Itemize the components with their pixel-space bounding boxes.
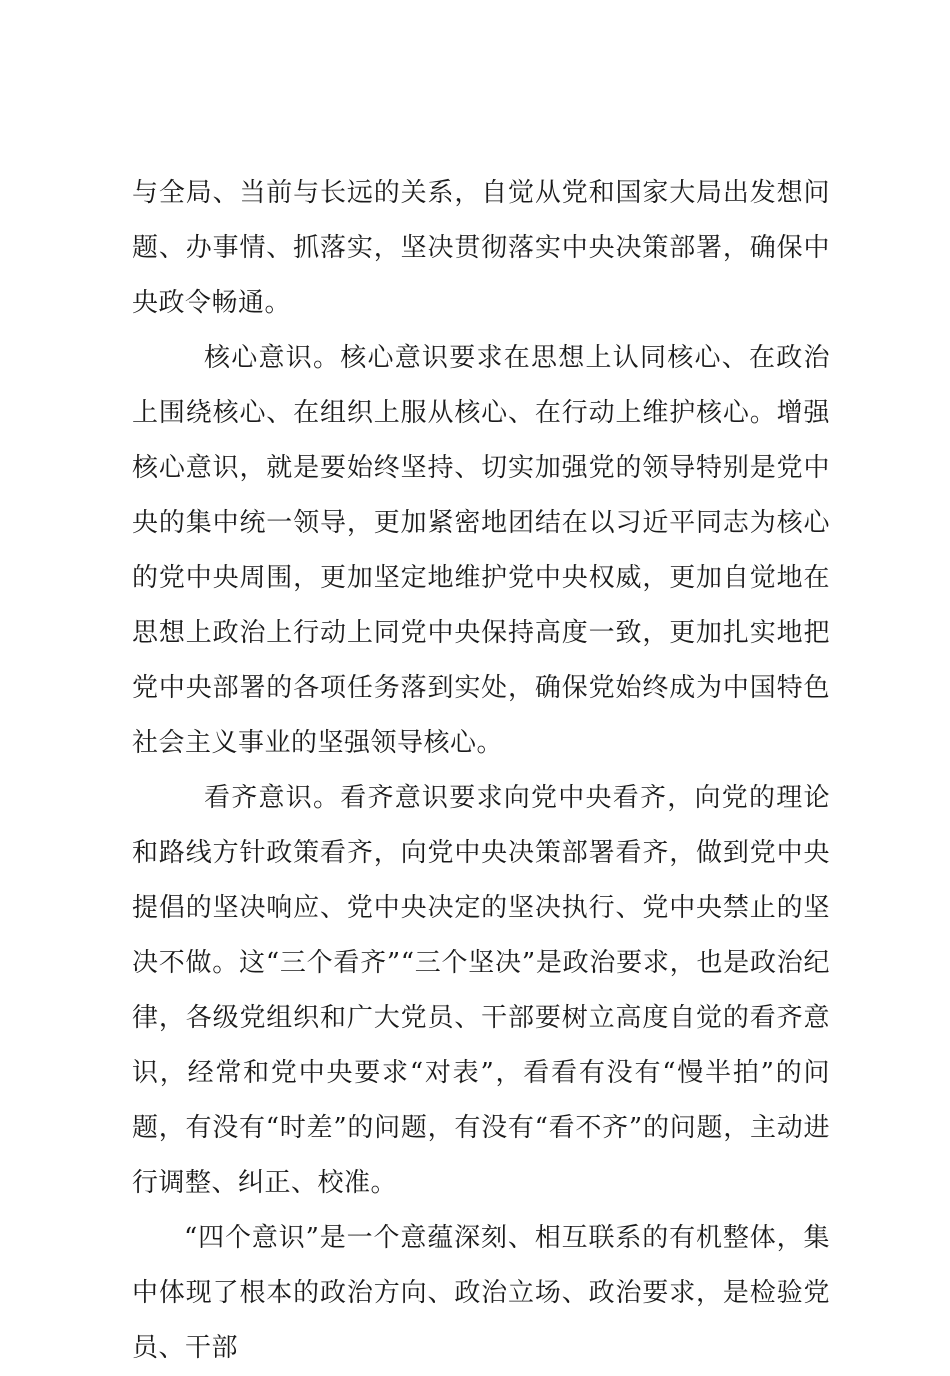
paragraph-four-awareness: “四个意识”是一个意蕴深刻、相互联系的有机整体，集中体现了根本的政治方向、政治立场、政治要求，是检验党员、干部 (132, 1223, 830, 1363)
paragraph-continuation: 与全局、当前与长远的关系，自觉从党和国家大局出发想问题、办事情、抓落实，坚决贯彻落实中央决策部署，确保中央政令畅通。 (132, 178, 830, 318)
paragraph-core-awareness: 核心意识。核心意识要求在思想上认同核心、在政治上围绕核心、在组织上服从核心、在行动上维护核心。增强核心意识，就是要始终坚持、切实加强党的领导特别是党中央的集中统一领导，更加紧密地团结在以习近平同志为核心的党中央周围，更加坚定地维护党中央权威，更加自觉地在思想上政治上行动上同党中央保持高度一致，更加扎实地把党中央部署的各项任务落到实处，确保党始终成为中国特色社会主义事业的坚强领导核心。 (132, 343, 830, 758)
paragraph-alignment-awareness: 看齐意识。看齐意识要求向党中央看齐，向党的理论和路线方针政策看齐，向党中央决策部署看齐，做到党中央提倡的坚决响应、党中央决定的坚决执行、党中央禁止的坚决不做。这“三个看齐”“三个坚决”是政治要求，也是政治纪律，各级党组织和广大党员、干部要树立高度自觉的看齐意识，经常和党中央要求“对表”，看看有没有“慢半拍”的问题，有没有“时差”的问题，有没有“看不齐”的问题，主动进行调整、纠正、校准。 (132, 783, 830, 1198)
document-body (132, 166, 830, 1376)
